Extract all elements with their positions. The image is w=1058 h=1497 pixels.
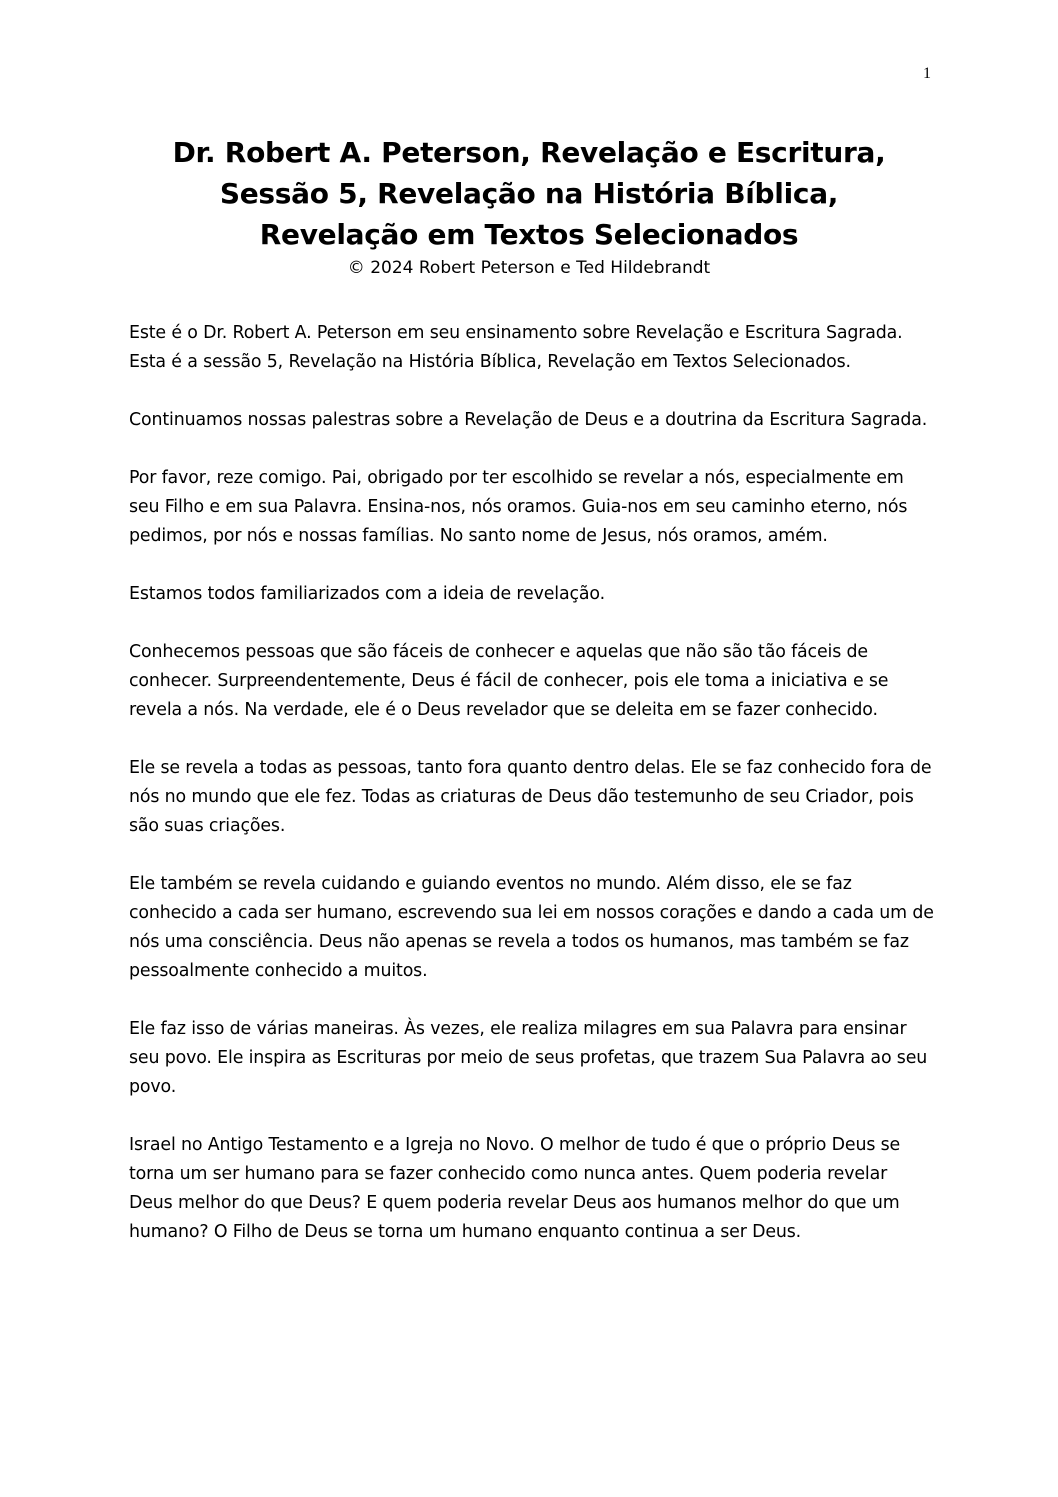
page-number: 1 [923,65,931,82]
paragraph: Este é o Dr. Robert A. Peterson em seu ensinamento sobre Revelação e Escritura Sagrada. Esta é a sessão 5, Revelação na História Bíblica, Revelação em Textos Selecionados. [129,323,903,372]
paragraph: Estamos todos familiarizados com a ideia de revelação. [129,584,605,604]
paragraph: Israel no Antigo Testamento e a Igreja no Novo. O melhor de tudo é que o próprio Deus se torna um ser humano para se fazer conhecido como nunca antes. Quem poderia revelar Deus melhor do que Deus? E quem poderia revelar Deus aos humanos melhor do que um humano? O Filho de Deus se torna um humano enquanto continua a ser Deus. [129,1135,901,1242]
body-text [129,319,934,1276]
paragraph: Continuamos nossas palestras sobre a Revelação de Deus e a doutrina da Escritura Sagrada. [129,410,928,430]
title-line-1: Dr. Robert A. Peterson, Revelação e Escritura, [172,136,886,169]
title-line-3: Revelação em Textos Selecionados [259,218,799,251]
paragraph: Por favor, reze comigo. Pai, obrigado por ter escolhido se revelar a nós, especialmente em seu Filho e em sua Palavra. Ensina-nos, nós oramos. Guia-nos em seu caminho eterno, nós pedimos, por nós e nossas famílias. No santo nome de Jesus, nós oramos, amém. [129,468,908,546]
paragraph: Ele faz isso de várias maneiras. Às vezes, ele realiza milagres em sua Palavra para ensinar seu povo. Ele inspira as Escrituras por meio de seus profetas, que trazem Sua Palavra ao seu povo. [129,1019,928,1097]
paragraph: Ele se revela a todas as pessoas, tanto fora quanto dentro delas. Ele se faz conhecido fora de nós no mundo que ele fez. Todas as criaturas de Deus dão testemunho de seu Criador, pois são suas criações. [129,758,932,836]
paragraph: Ele também se revela cuidando e guiando eventos no mundo. Além disso, ele se faz conhecido a cada ser humano, escrevendo sua lei em nossos corações e dando a cada um de nós uma consciência. Deus não apenas se revela a todos os humanos, mas também se faz pessoalmente conhecido a muitos. [129,874,934,981]
title-block [0,132,1058,281]
paragraph: Conhecemos pessoas que são fáceis de conhecer e aquelas que não são tão fáceis de conhecer. Surpreendentemente, Deus é fácil de conhecer, pois ele toma a iniciativa e se revela a nós. Na verdade, ele é o Deus revelador que se deleita em se fazer conhecido. [129,642,889,720]
copyright-notice: © 2024 Robert Peterson e Ted Hildebrandt [347,258,711,278]
title-line-2: Sessão 5, Revelação na História Bíblica, [219,177,839,210]
